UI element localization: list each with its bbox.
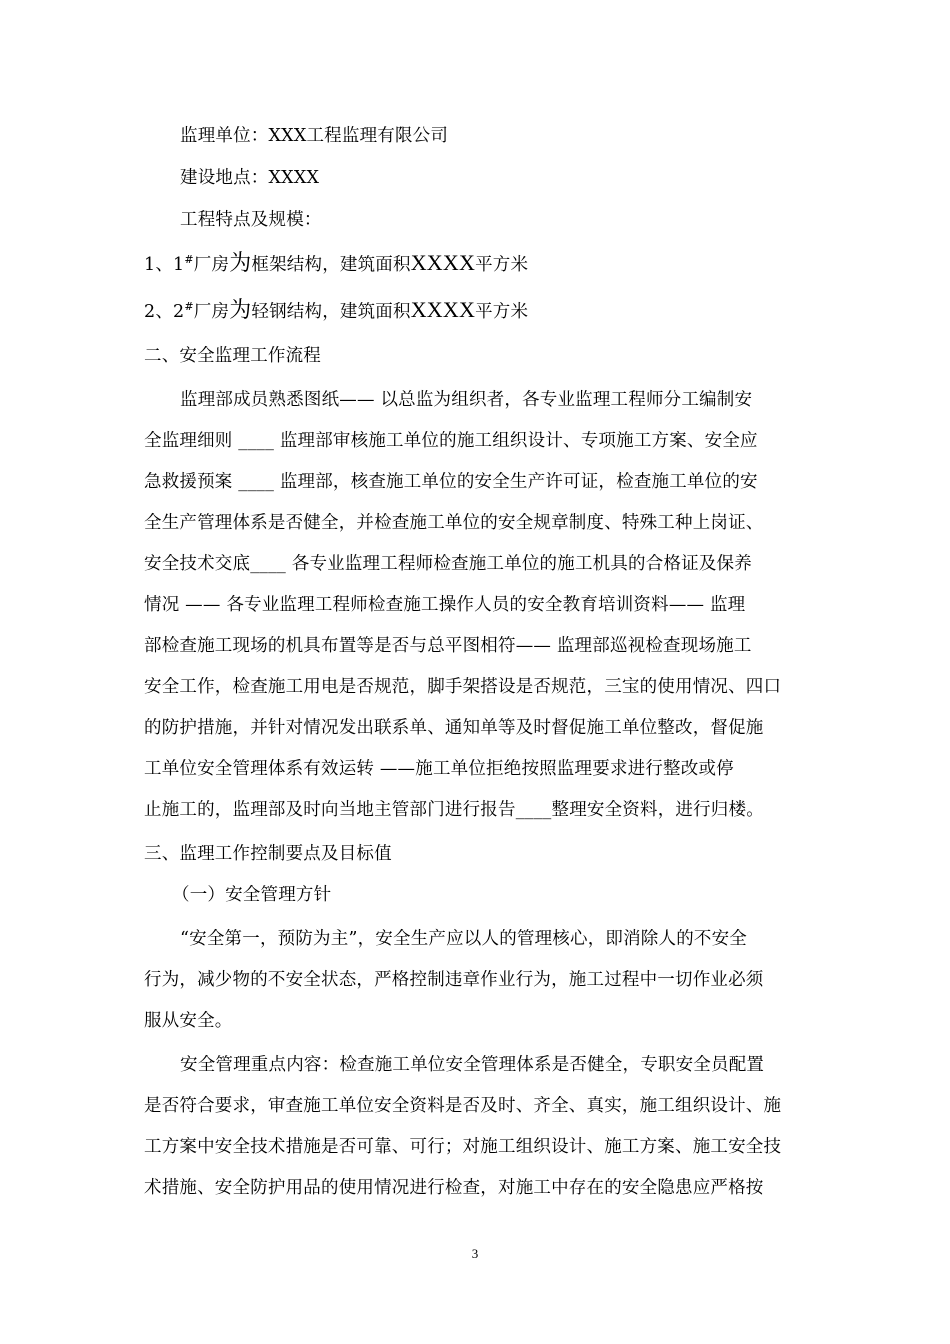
section2-line: 情况 —— 各专业监理工程师检查施工操作人员的安全教育培训资料—— 监理: [144, 595, 746, 615]
scale-item-text-c: 框架结构，建筑面积: [251, 255, 411, 275]
section3-para2-line: 工方案中安全技术措施是否可靠、可行；对施工组织设计、施工方案、施工安全技: [144, 1137, 782, 1157]
page-number: 3: [471, 1246, 479, 1261]
features-heading: 工程特点及规模：: [180, 210, 322, 230]
scale-item-text-b: 为: [229, 251, 252, 275]
section2-line: 工单位安全管理体系有效运转 ——施工单位拒绝按照监理要求进行整改或停: [144, 759, 734, 779]
build-location: 建设地点：XXXX: [180, 168, 320, 188]
scale-item-text-c: 轻钢结构，建筑面积: [251, 302, 411, 322]
scale-item-sup: #: [184, 253, 194, 267]
scale-item-area: XXXX: [410, 251, 476, 275]
section2-heading: 二、安全监理工作流程: [144, 346, 321, 366]
section2-line: 监理部成员熟悉图纸—— 以总监为组织者，各专业监理工程师分工编制安: [180, 390, 753, 410]
section3-para1-line: “安全第一，预防为主”，安全生产应以人的管理核心，即消除人的不安全: [180, 929, 747, 949]
scale-item-text-a: 厂房: [193, 255, 230, 275]
supervisor-unit: 监理单位：XXX工程监理有限公司: [180, 126, 449, 146]
section2-line: 全监理细则 ____ 监理部审核施工单位的施工组织设计、专项施工方案、安全应: [144, 431, 758, 451]
section2-line: 急救援预案 ____ 监理部，核查施工单位的安全生产许可证，检查施工单位的安: [144, 472, 758, 492]
section2-line: 全生产管理体系是否健全，并检查施工单位的安全规章制度、特殊工种上岗证、: [144, 513, 764, 533]
section2-line: 的防护措施，并针对情况发出联系单、通知单等及时督促施工单位整改，督促施: [144, 718, 764, 738]
section3-para2-line: 术措施、安全防护用品的使用情况进行检查，对施工中存在的安全隐患应严格按: [144, 1178, 764, 1198]
section3-para2-line: 安全管理重点内容：检查施工单位安全管理体系是否健全，专职安全员配置: [180, 1055, 765, 1075]
scale-item-1: [144, 251, 810, 277]
section3-heading: 三、监理工作控制要点及目标值: [144, 844, 392, 864]
scale-item-sup: #: [184, 300, 194, 314]
section3-para1-line: 服从安全。: [144, 1011, 233, 1031]
section2-line: 止施工的，监理部及时向当地主管部门进行报告____整理安全资料，进行归楼。: [144, 800, 764, 820]
section2-line: 部检查施工现场的机具布置等是否与总平图相符—— 监理部巡视检查现场施工: [144, 636, 752, 656]
section2-line: 安全工作，检查施工用电是否规范，脚手架搭设是否规范，三宝的使用情况、四口: [144, 677, 782, 697]
scale-item-area: XXXX: [410, 298, 476, 322]
scale-item-text-a: 厂房: [193, 302, 230, 322]
section3-subheading: （一）安全管理方针: [172, 885, 332, 905]
scale-item-prefix: 1、1: [144, 255, 185, 275]
section3-para2-line: 是否符合要求，审查施工单位安全资料是否及时、齐全、真实，施工组织设计、施: [144, 1096, 782, 1116]
section3-para1-line: 行为，减少物的不安全状态，严格控制违章作业行为，施工过程中一切作业必须: [144, 970, 764, 990]
scale-item-unit: 平方米: [475, 255, 529, 275]
scale-item-unit: 平方米: [475, 302, 529, 322]
scale-item-text-b: 为: [229, 298, 252, 322]
section2-line: 安全技术交底____ 各专业监理工程师检查施工单位的施工机具的合格证及保养: [144, 554, 752, 574]
scale-item-2: [144, 298, 810, 324]
scale-item-prefix: 2、2: [144, 302, 185, 322]
